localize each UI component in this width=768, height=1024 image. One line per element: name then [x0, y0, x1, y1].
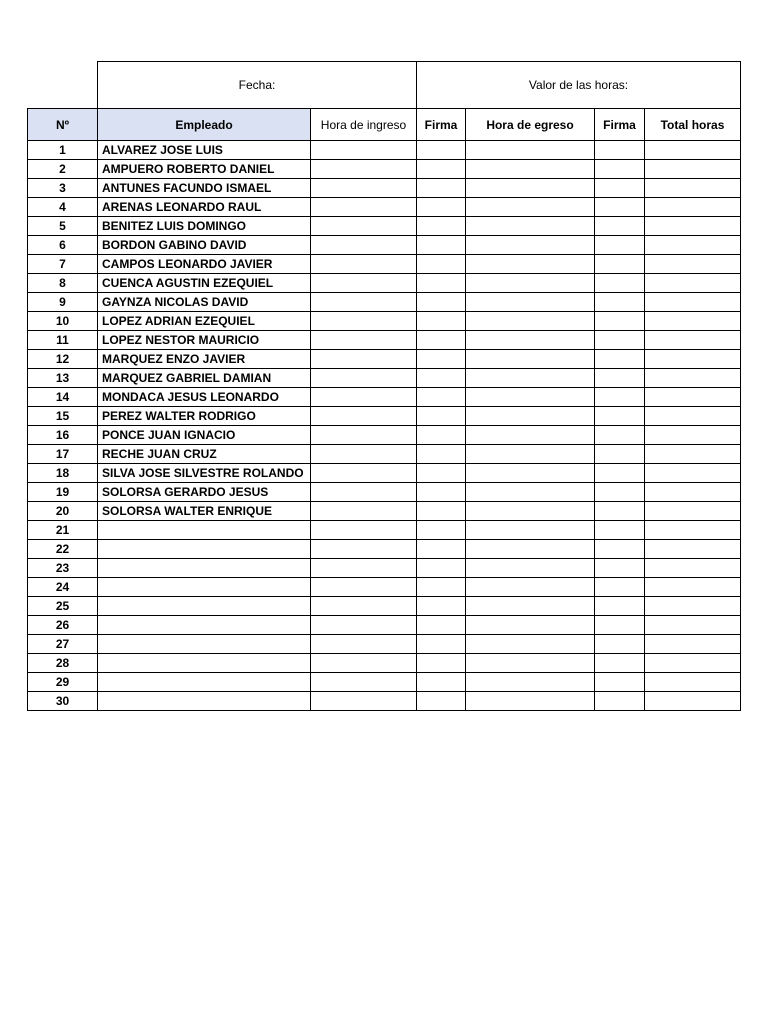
hora-egreso-cell[interactable]: [466, 692, 595, 711]
hora-egreso-cell[interactable]: [466, 293, 595, 312]
hora-egreso-cell[interactable]: [466, 445, 595, 464]
firma-ingreso-cell[interactable]: [417, 293, 466, 312]
hora-egreso-cell[interactable]: [466, 255, 595, 274]
hora-ingreso-cell[interactable]: [311, 464, 417, 483]
row-number-cell[interactable]: 19: [28, 483, 98, 502]
employee-name-cell[interactable]: SILVA JOSE SILVESTRE ROLANDO: [98, 464, 311, 483]
hora-egreso-cell[interactable]: [466, 179, 595, 198]
hora-ingreso-cell[interactable]: [311, 331, 417, 350]
hora-egreso-cell[interactable]: [466, 616, 595, 635]
total-horas-cell[interactable]: [645, 426, 741, 445]
total-horas-cell[interactable]: [645, 255, 741, 274]
total-horas-cell[interactable]: [645, 141, 741, 160]
total-horas-cell[interactable]: [645, 521, 741, 540]
row-number-cell[interactable]: 15: [28, 407, 98, 426]
hora-egreso-cell[interactable]: [466, 274, 595, 293]
firma-ingreso-cell[interactable]: [417, 540, 466, 559]
row-number-cell[interactable]: 11: [28, 331, 98, 350]
hora-egreso-cell[interactable]: [466, 521, 595, 540]
firma-egreso-cell[interactable]: [595, 274, 645, 293]
firma-ingreso-cell[interactable]: [417, 616, 466, 635]
employee-name-cell[interactable]: [98, 578, 311, 597]
row-number-cell[interactable]: 13: [28, 369, 98, 388]
total-horas-cell[interactable]: [645, 160, 741, 179]
firma-egreso-cell[interactable]: [595, 445, 645, 464]
firma-egreso-cell[interactable]: [595, 236, 645, 255]
employee-name-cell[interactable]: CAMPOS LEONARDO JAVIER: [98, 255, 311, 274]
table-row: [28, 597, 741, 616]
row-number-cell[interactable]: 17: [28, 445, 98, 464]
firma-egreso-cell[interactable]: [595, 426, 645, 445]
firma-egreso-cell[interactable]: [595, 217, 645, 236]
employee-name-cell[interactable]: RECHE JUAN CRUZ: [98, 445, 311, 464]
total-horas-cell[interactable]: [645, 331, 741, 350]
total-horas-cell[interactable]: [645, 293, 741, 312]
hora-ingreso-cell[interactable]: [311, 293, 417, 312]
table-row: [28, 274, 741, 293]
total-horas-cell[interactable]: [645, 350, 741, 369]
row-number-cell[interactable]: 1: [28, 141, 98, 160]
hora-ingreso-cell[interactable]: [311, 521, 417, 540]
total-horas-cell[interactable]: [645, 635, 741, 654]
firma-egreso-cell[interactable]: [595, 179, 645, 198]
firma-egreso-cell[interactable]: [595, 407, 645, 426]
table-row: [28, 236, 741, 255]
hora-ingreso-cell[interactable]: [311, 350, 417, 369]
column-header-hora-egreso[interactable]: Hora de egreso: [466, 109, 595, 141]
firma-egreso-cell[interactable]: [595, 597, 645, 616]
row-number-cell[interactable]: 18: [28, 464, 98, 483]
row-number-cell[interactable]: 6: [28, 236, 98, 255]
hora-egreso-cell[interactable]: [466, 540, 595, 559]
firma-ingreso-cell[interactable]: [417, 559, 466, 578]
firma-ingreso-cell[interactable]: [417, 350, 466, 369]
firma-ingreso-cell[interactable]: [417, 692, 466, 711]
total-horas-cell[interactable]: [645, 369, 741, 388]
employee-name-cell[interactable]: PEREZ WALTER RODRIGO: [98, 407, 311, 426]
firma-egreso-cell[interactable]: [595, 331, 645, 350]
total-horas-cell[interactable]: [645, 559, 741, 578]
firma-egreso-cell[interactable]: [595, 388, 645, 407]
hora-egreso-cell[interactable]: [466, 502, 595, 521]
employee-name-cell[interactable]: [98, 616, 311, 635]
employee-name-cell[interactable]: [98, 692, 311, 711]
hora-ingreso-cell[interactable]: [311, 445, 417, 464]
firma-ingreso-cell[interactable]: [417, 179, 466, 198]
firma-egreso-cell[interactable]: [595, 483, 645, 502]
hora-egreso-cell[interactable]: [466, 331, 595, 350]
total-horas-cell[interactable]: [645, 274, 741, 293]
employee-name-cell[interactable]: [98, 521, 311, 540]
hora-egreso-cell[interactable]: [466, 464, 595, 483]
column-header-hora-ingreso[interactable]: Hora de ingreso: [311, 109, 417, 141]
table-row: [28, 350, 741, 369]
hora-ingreso-cell[interactable]: [311, 673, 417, 692]
row-number-cell[interactable]: 26: [28, 616, 98, 635]
total-horas-cell[interactable]: [645, 179, 741, 198]
firma-egreso-cell[interactable]: [595, 635, 645, 654]
row-number-cell[interactable]: 8: [28, 274, 98, 293]
fecha-label[interactable]: Fecha:: [98, 62, 417, 109]
table-row: [28, 426, 741, 445]
firma-egreso-cell[interactable]: [595, 616, 645, 635]
firma-egreso-cell[interactable]: [595, 160, 645, 179]
hora-ingreso-cell[interactable]: [311, 388, 417, 407]
firma-egreso-cell[interactable]: [595, 369, 645, 388]
hora-ingreso-cell[interactable]: [311, 179, 417, 198]
total-horas-cell[interactable]: [645, 578, 741, 597]
employee-name-cell[interactable]: [98, 540, 311, 559]
row-number-cell[interactable]: 29: [28, 673, 98, 692]
employee-name-cell[interactable]: BENITEZ LUIS DOMINGO: [98, 217, 311, 236]
top-header-row: [28, 62, 741, 109]
total-horas-cell[interactable]: [645, 198, 741, 217]
column-header-firma-ingreso[interactable]: Firma: [417, 109, 466, 141]
hora-ingreso-cell[interactable]: [311, 274, 417, 293]
hora-egreso-cell[interactable]: [466, 635, 595, 654]
table-row: [28, 635, 741, 654]
firma-ingreso-cell[interactable]: [417, 407, 466, 426]
firma-egreso-cell[interactable]: [595, 255, 645, 274]
hora-egreso-cell[interactable]: [466, 388, 595, 407]
hora-ingreso-cell[interactable]: [311, 369, 417, 388]
hora-egreso-cell[interactable]: [466, 407, 595, 426]
row-number-cell[interactable]: 16: [28, 426, 98, 445]
table-row: [28, 160, 741, 179]
row-number-cell[interactable]: 23: [28, 559, 98, 578]
row-number-cell[interactable]: 9: [28, 293, 98, 312]
hora-egreso-cell[interactable]: [466, 673, 595, 692]
table-row: [28, 198, 741, 217]
firma-egreso-cell[interactable]: [595, 293, 645, 312]
employee-name-cell[interactable]: [98, 559, 311, 578]
hora-ingreso-cell[interactable]: [311, 236, 417, 255]
table-row: [28, 312, 741, 331]
firma-ingreso-cell[interactable]: [417, 426, 466, 445]
hora-ingreso-cell[interactable]: [311, 141, 417, 160]
employee-name-cell[interactable]: SOLORSA WALTER ENRIQUE: [98, 502, 311, 521]
row-number-cell[interactable]: 30: [28, 692, 98, 711]
table-row: [28, 578, 741, 597]
hora-ingreso-cell[interactable]: [311, 692, 417, 711]
employee-name-cell[interactable]: BORDON GABINO DAVID: [98, 236, 311, 255]
total-horas-cell[interactable]: [645, 673, 741, 692]
table-row: [28, 445, 741, 464]
hora-egreso-cell[interactable]: [466, 597, 595, 616]
column-header-row: [28, 109, 741, 141]
hora-egreso-cell[interactable]: [466, 369, 595, 388]
hora-ingreso-cell[interactable]: [311, 198, 417, 217]
hora-ingreso-cell[interactable]: [311, 407, 417, 426]
table-row: [28, 521, 741, 540]
hora-egreso-cell[interactable]: [466, 654, 595, 673]
table-row: [28, 673, 741, 692]
total-horas-cell[interactable]: [645, 407, 741, 426]
firma-ingreso-cell[interactable]: [417, 369, 466, 388]
employee-name-cell[interactable]: SOLORSA GERARDO JESUS: [98, 483, 311, 502]
employee-name-cell[interactable]: ALVAREZ JOSE LUIS: [98, 141, 311, 160]
row-number-cell[interactable]: 5: [28, 217, 98, 236]
hora-egreso-cell[interactable]: [466, 160, 595, 179]
total-horas-cell[interactable]: [645, 236, 741, 255]
total-horas-cell[interactable]: [645, 654, 741, 673]
employee-name-cell[interactable]: MONDACA JESUS LEONARDO: [98, 388, 311, 407]
firma-ingreso-cell[interactable]: [417, 331, 466, 350]
attendance-sheet: [27, 61, 741, 711]
total-horas-cell[interactable]: [645, 483, 741, 502]
firma-ingreso-cell[interactable]: [417, 274, 466, 293]
table-row: [28, 141, 741, 160]
firma-egreso-cell[interactable]: [595, 198, 645, 217]
row-number-cell[interactable]: 24: [28, 578, 98, 597]
blank-corner-cell: [28, 62, 98, 109]
total-horas-cell[interactable]: [645, 217, 741, 236]
firma-ingreso-cell[interactable]: [417, 141, 466, 160]
firma-egreso-cell[interactable]: [595, 673, 645, 692]
hora-ingreso-cell[interactable]: [311, 160, 417, 179]
firma-egreso-cell[interactable]: [595, 350, 645, 369]
firma-egreso-cell[interactable]: [595, 540, 645, 559]
firma-egreso-cell[interactable]: [595, 521, 645, 540]
row-number-cell[interactable]: 2: [28, 160, 98, 179]
firma-ingreso-cell[interactable]: [417, 255, 466, 274]
hora-egreso-cell[interactable]: [466, 426, 595, 445]
total-horas-cell[interactable]: [645, 388, 741, 407]
hora-ingreso-cell[interactable]: [311, 426, 417, 445]
valor-horas-label[interactable]: Valor de las horas:: [417, 62, 741, 109]
hora-egreso-cell[interactable]: [466, 217, 595, 236]
employee-name-cell[interactable]: MARQUEZ ENZO JAVIER: [98, 350, 311, 369]
table-row: [28, 388, 741, 407]
column-header-num[interactable]: Nº: [28, 109, 98, 141]
total-horas-cell[interactable]: [645, 597, 741, 616]
hora-egreso-cell[interactable]: [466, 483, 595, 502]
column-header-firma-egreso[interactable]: Firma: [595, 109, 645, 141]
hora-egreso-cell[interactable]: [466, 198, 595, 217]
row-number-cell[interactable]: 27: [28, 635, 98, 654]
hora-ingreso-cell[interactable]: [311, 578, 417, 597]
firma-ingreso-cell[interactable]: [417, 464, 466, 483]
total-horas-cell[interactable]: [645, 312, 741, 331]
firma-ingreso-cell[interactable]: [417, 673, 466, 692]
hora-ingreso-cell[interactable]: [311, 312, 417, 331]
employee-name-cell[interactable]: [98, 635, 311, 654]
row-number-cell[interactable]: 4: [28, 198, 98, 217]
total-horas-cell[interactable]: [645, 464, 741, 483]
row-number-cell[interactable]: 14: [28, 388, 98, 407]
employee-name-cell[interactable]: ARENAS LEONARDO RAUL: [98, 198, 311, 217]
employee-name-cell[interactable]: ANTUNES FACUNDO ISMAEL: [98, 179, 311, 198]
table-row: [28, 217, 741, 236]
employee-name-cell[interactable]: MARQUEZ GABRIEL DAMIAN: [98, 369, 311, 388]
firma-egreso-cell[interactable]: [595, 654, 645, 673]
table-row: [28, 559, 741, 578]
employee-name-cell[interactable]: [98, 654, 311, 673]
column-header-total-horas[interactable]: Total horas: [645, 109, 741, 141]
firma-ingreso-cell[interactable]: [417, 578, 466, 597]
firma-ingreso-cell[interactable]: [417, 236, 466, 255]
row-number-cell[interactable]: 21: [28, 521, 98, 540]
row-number-cell[interactable]: 12: [28, 350, 98, 369]
firma-egreso-cell[interactable]: [595, 464, 645, 483]
firma-egreso-cell[interactable]: [595, 312, 645, 331]
table-row: [28, 654, 741, 673]
table-row: [28, 483, 741, 502]
hora-ingreso-cell[interactable]: [311, 483, 417, 502]
hora-egreso-cell[interactable]: [466, 559, 595, 578]
total-horas-cell[interactable]: [645, 540, 741, 559]
total-horas-cell[interactable]: [645, 502, 741, 521]
employee-name-cell[interactable]: GAYNZA NICOLAS DAVID: [98, 293, 311, 312]
hora-egreso-cell[interactable]: [466, 578, 595, 597]
hora-ingreso-cell[interactable]: [311, 635, 417, 654]
table-row: [28, 369, 741, 388]
hora-ingreso-cell[interactable]: [311, 502, 417, 521]
total-horas-cell[interactable]: [645, 445, 741, 464]
hora-ingreso-cell[interactable]: [311, 255, 417, 274]
hora-egreso-cell[interactable]: [466, 236, 595, 255]
employee-name-cell[interactable]: AMPUERO ROBERTO DANIEL: [98, 160, 311, 179]
table-row: [28, 616, 741, 635]
row-number-cell[interactable]: 22: [28, 540, 98, 559]
firma-ingreso-cell[interactable]: [417, 502, 466, 521]
total-horas-cell[interactable]: [645, 616, 741, 635]
employee-name-cell[interactable]: CUENCA AGUSTIN EZEQUIEL: [98, 274, 311, 293]
firma-ingreso-cell[interactable]: [417, 160, 466, 179]
firma-ingreso-cell[interactable]: [417, 654, 466, 673]
firma-ingreso-cell[interactable]: [417, 445, 466, 464]
total-horas-cell[interactable]: [645, 692, 741, 711]
row-number-cell[interactable]: 7: [28, 255, 98, 274]
hora-ingreso-cell[interactable]: [311, 559, 417, 578]
employee-name-cell[interactable]: [98, 673, 311, 692]
firma-ingreso-cell[interactable]: [417, 198, 466, 217]
firma-egreso-cell[interactable]: [595, 559, 645, 578]
employee-name-cell[interactable]: PONCE JUAN IGNACIO: [98, 426, 311, 445]
hora-ingreso-cell[interactable]: [311, 616, 417, 635]
table-row: [28, 692, 741, 711]
table-row: [28, 464, 741, 483]
table-row: [28, 407, 741, 426]
firma-ingreso-cell[interactable]: [417, 388, 466, 407]
row-number-cell[interactable]: 20: [28, 502, 98, 521]
table-row: [28, 293, 741, 312]
employee-name-cell[interactable]: LOPEZ ADRIAN EZEQUIEL: [98, 312, 311, 331]
table-row: [28, 255, 741, 274]
hora-egreso-cell[interactable]: [466, 141, 595, 160]
firma-ingreso-cell[interactable]: [417, 635, 466, 654]
employee-name-cell[interactable]: LOPEZ NESTOR MAURICIO: [98, 331, 311, 350]
firma-egreso-cell[interactable]: [595, 692, 645, 711]
employee-name-cell[interactable]: [98, 597, 311, 616]
table-row: [28, 502, 741, 521]
row-number-cell[interactable]: 28: [28, 654, 98, 673]
hora-ingreso-cell[interactable]: [311, 597, 417, 616]
table-row: [28, 540, 741, 559]
hora-egreso-cell[interactable]: [466, 312, 595, 331]
firma-ingreso-cell[interactable]: [417, 312, 466, 331]
hora-ingreso-cell[interactable]: [311, 654, 417, 673]
firma-ingreso-cell[interactable]: [417, 521, 466, 540]
table-row: [28, 331, 741, 350]
firma-ingreso-cell[interactable]: [417, 483, 466, 502]
column-header-empleado[interactable]: Empleado: [98, 109, 311, 141]
firma-ingreso-cell[interactable]: [417, 597, 466, 616]
hora-ingreso-cell[interactable]: [311, 217, 417, 236]
firma-egreso-cell[interactable]: [595, 502, 645, 521]
firma-egreso-cell[interactable]: [595, 141, 645, 160]
firma-ingreso-cell[interactable]: [417, 217, 466, 236]
table-row: [28, 179, 741, 198]
firma-egreso-cell[interactable]: [595, 578, 645, 597]
row-number-cell[interactable]: 25: [28, 597, 98, 616]
row-number-cell[interactable]: 3: [28, 179, 98, 198]
hora-ingreso-cell[interactable]: [311, 540, 417, 559]
hora-egreso-cell[interactable]: [466, 350, 595, 369]
row-number-cell[interactable]: 10: [28, 312, 98, 331]
